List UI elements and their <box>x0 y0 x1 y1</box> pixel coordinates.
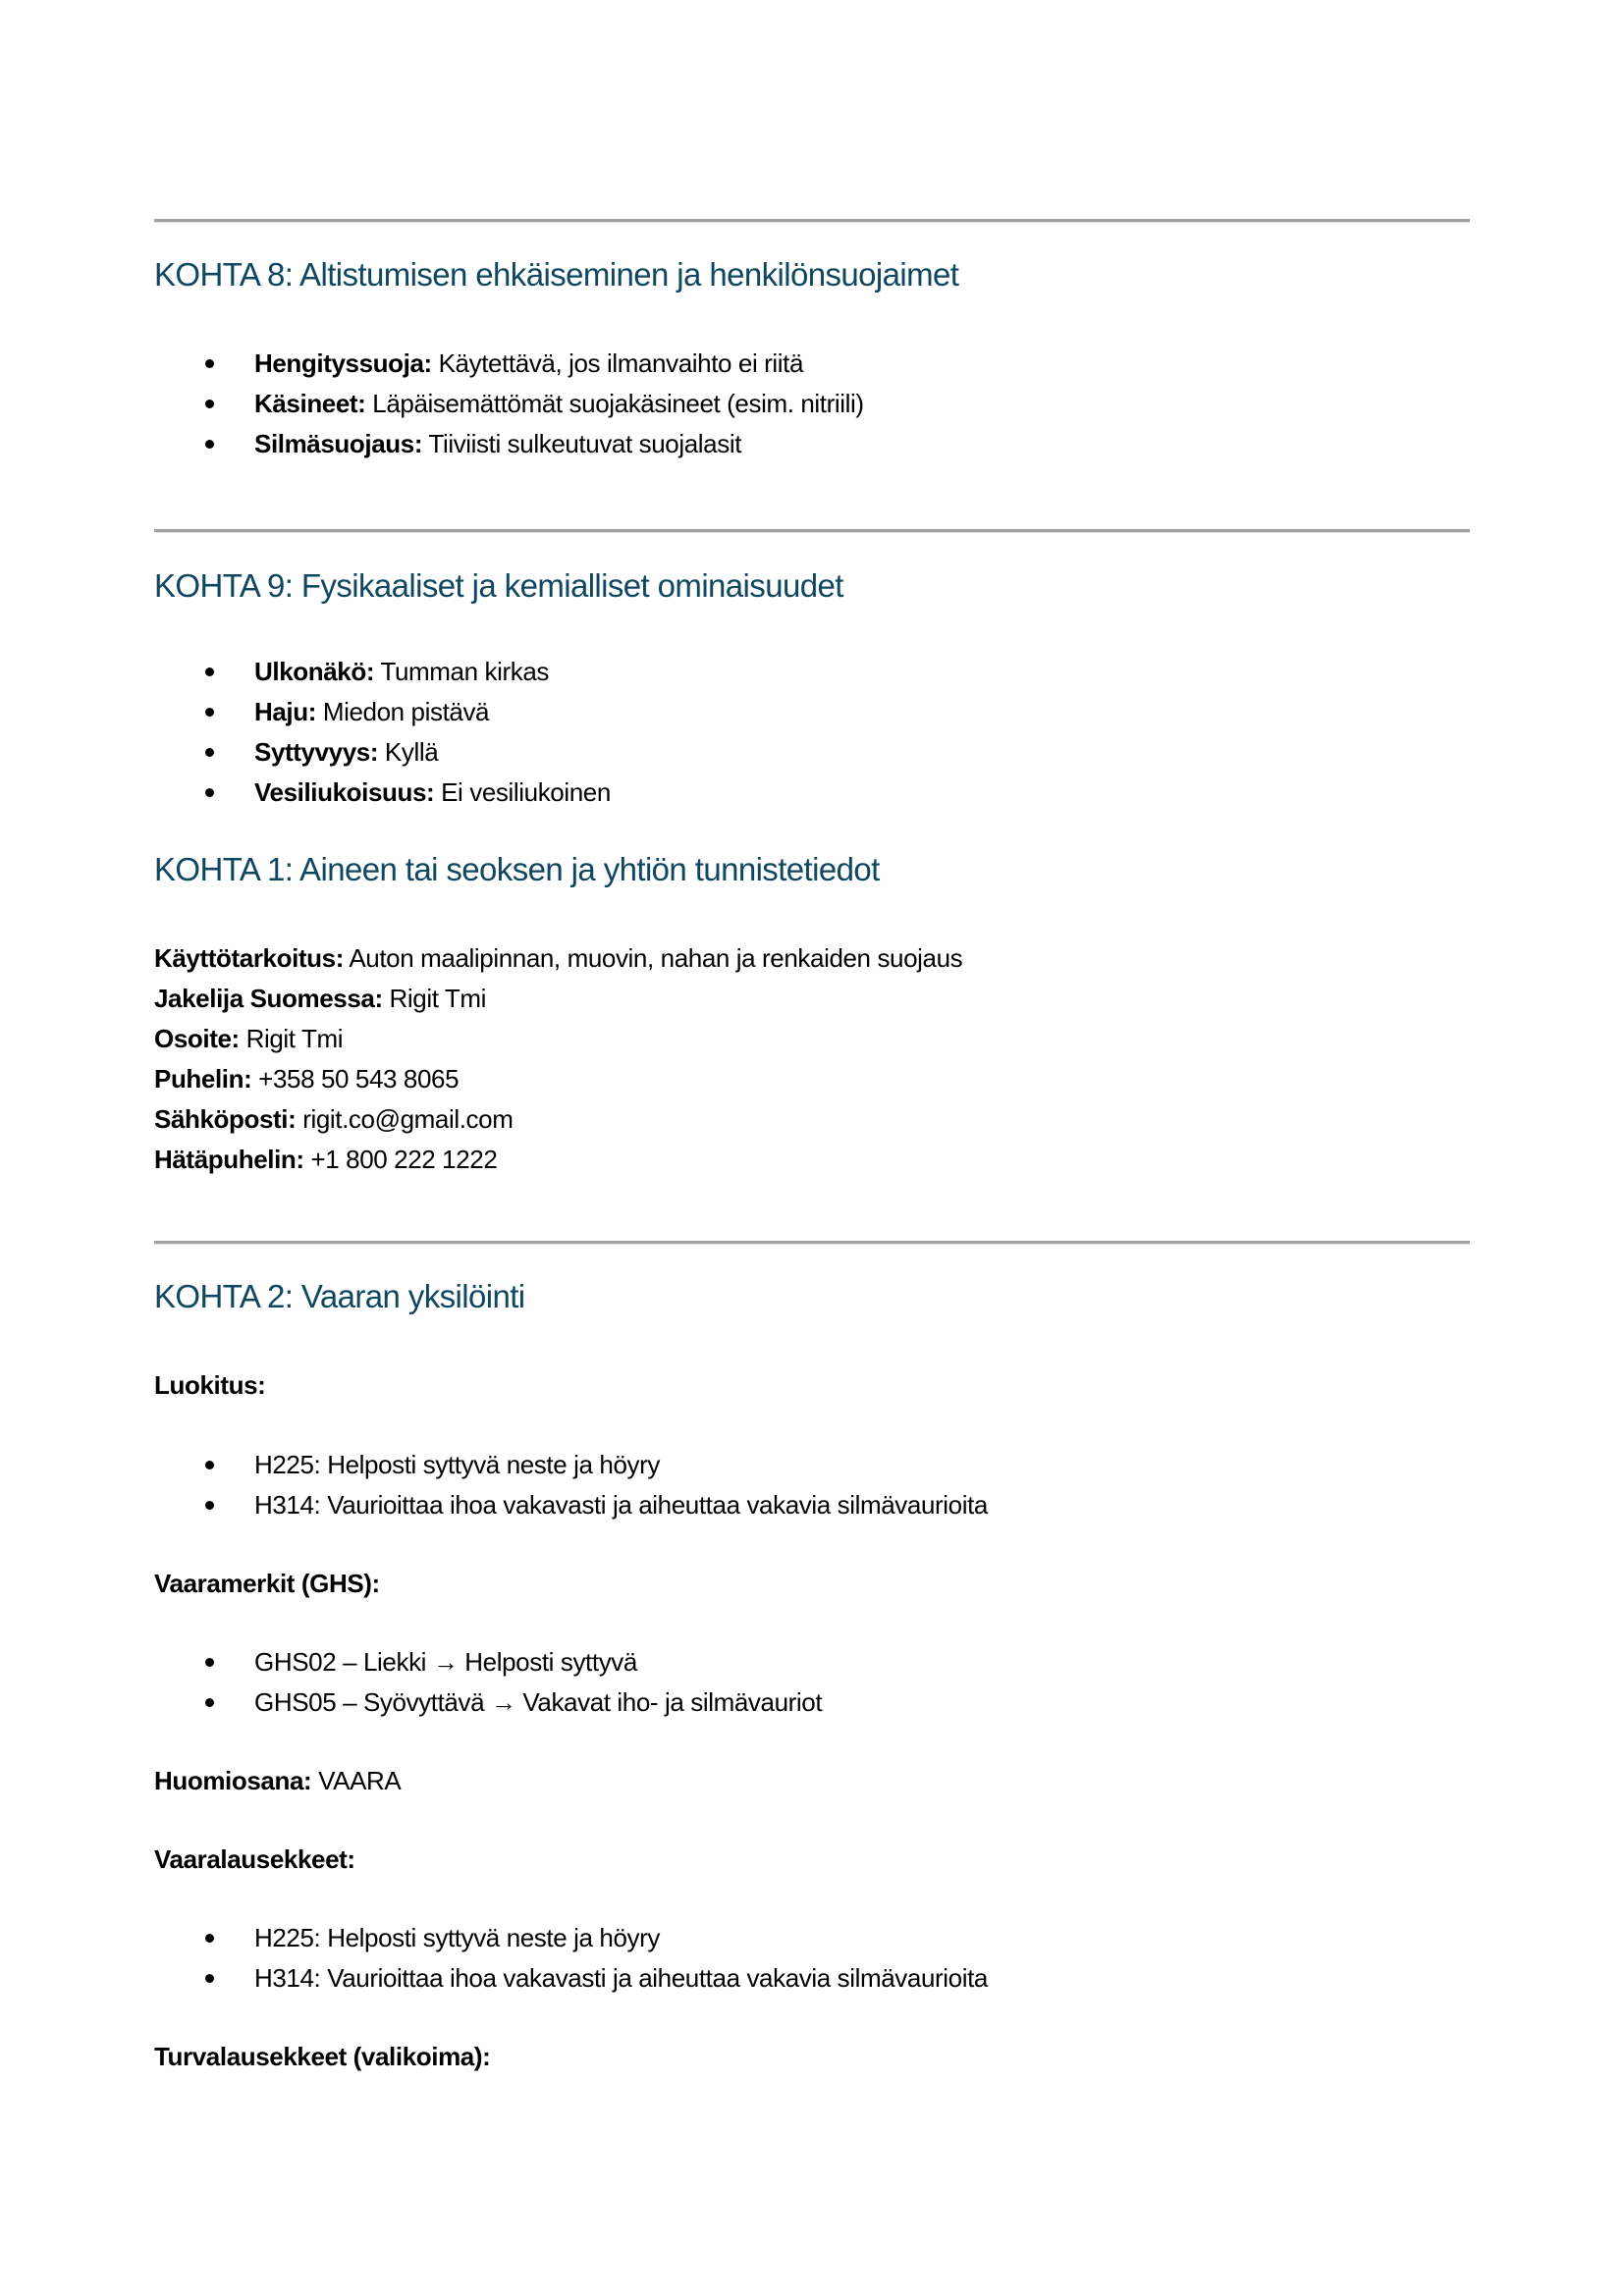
bullet-icon <box>205 440 214 449</box>
field-email <box>154 1099 962 1140</box>
section-9-list <box>0 652 611 813</box>
item-text: H314: Vaurioittaa ihoa vakavasti ja aiheuttaa vakavia silmävaurioita <box>254 1963 988 1993</box>
list-item <box>0 732 611 773</box>
bullet-icon <box>205 1934 214 1943</box>
label-text: Huomiosana: <box>154 1766 312 1795</box>
signal-word-value: VAARA <box>311 1766 402 1795</box>
item-value: Läpäisemättömät suojakäsineet (esim. nitriili) <box>365 389 864 418</box>
label-text: Turvalausekkeet (valikoima): <box>154 2042 491 2071</box>
item-text: GHS05 – Syövyttävä → Vakavat iho- ja silmävauriot <box>254 1687 823 1717</box>
bullet-icon <box>205 1974 214 1983</box>
item-label: Vesiliukoisuus: <box>254 777 435 807</box>
bullet-icon <box>205 1658 214 1667</box>
bullet-icon <box>205 667 214 676</box>
section-2-heading: KOHTA 2: Vaaran yksilöinti <box>154 1278 525 1314</box>
list-item <box>0 1958 988 1999</box>
field-value: Rigit Tmi <box>382 984 487 1013</box>
list-item <box>0 1682 822 1723</box>
field-value: Rigit Tmi <box>239 1024 344 1053</box>
field-label: Sähköposti: <box>154 1104 297 1134</box>
label-text: Vaaralausekkeet: <box>154 1844 355 1874</box>
item-label: Syttyvyys: <box>254 737 379 767</box>
list-item <box>0 1485 988 1525</box>
field-label: Puhelin: <box>154 1064 252 1094</box>
field-address <box>154 1019 962 1059</box>
label-text: Vaaramerkit (GHS): <box>154 1569 380 1598</box>
item-label: Haju: <box>254 697 317 726</box>
bullet-icon <box>205 708 214 717</box>
item-label: Käsineet: <box>254 389 366 418</box>
bullet-icon <box>205 748 214 757</box>
item-label: Hengityssuoja: <box>254 348 432 378</box>
pictograms-list <box>0 1642 822 1723</box>
label-text: Luokitus: <box>154 1370 266 1400</box>
hazard-statements-list <box>0 1918 988 1999</box>
section-9-heading: KOHTA 9: Fysikaaliset ja kemialliset ominaisuudet <box>154 567 843 604</box>
list-item <box>0 1642 822 1682</box>
bullet-icon <box>205 359 214 368</box>
bullet-icon <box>205 1461 214 1469</box>
field-usage <box>154 938 962 979</box>
list-item <box>0 384 864 424</box>
item-text: H314: Vaurioittaa ihoa vakavasti ja aiheuttaa vakavia silmävaurioita <box>254 1490 988 1520</box>
section-1-heading: KOHTA 1: Aineen tai seoksen ja yhtiön tunnistetiedot <box>154 851 880 887</box>
field-label: Käyttötarkoitus: <box>154 943 344 973</box>
item-value: Tumman kirkas <box>374 657 549 686</box>
field-label: Hätäpuhelin: <box>154 1145 304 1174</box>
list-item <box>0 652 611 692</box>
field-label: Jakelija Suomessa: <box>154 984 383 1013</box>
bullet-icon <box>205 1501 214 1510</box>
item-text: GHS02 – Liekki → Helposti syttyvä <box>254 1647 637 1677</box>
item-text: H225: Helposti syttyvä neste ja höyry <box>254 1450 660 1479</box>
bullet-icon <box>205 788 214 797</box>
pictograms-label <box>154 1564 380 1604</box>
list-item <box>0 424 864 464</box>
section-1-fields <box>154 938 962 1180</box>
field-distributor <box>154 979 962 1019</box>
precautionary-label <box>154 2037 490 2077</box>
list-item <box>0 773 611 813</box>
field-value: rigit.co@gmail.com <box>296 1104 514 1134</box>
field-phone <box>154 1059 962 1099</box>
field-value: +1 800 222 1222 <box>303 1145 498 1174</box>
field-emergency-phone <box>154 1140 962 1180</box>
item-value: Ei vesiliukoinen <box>434 777 611 807</box>
section-divider <box>154 1241 1470 1245</box>
bullet-icon <box>205 1698 214 1707</box>
item-value: Käytettävä, jos ilmanvaihto ei riitä <box>431 348 804 378</box>
field-value: Auton maalipinnan, muovin, nahan ja renkaiden suojaus <box>343 943 963 973</box>
section-8-list <box>0 344 864 464</box>
item-text: H225: Helposti syttyvä neste ja höyry <box>254 1923 660 1952</box>
field-value: +358 50 543 8065 <box>251 1064 460 1094</box>
list-item <box>0 1918 988 1958</box>
item-value: Kyllä <box>378 737 439 767</box>
field-label: Osoite: <box>154 1024 240 1053</box>
item-label: Silmäsuojaus: <box>254 429 423 458</box>
classification-label <box>154 1365 265 1406</box>
signal-word <box>154 1761 401 1801</box>
section-8-heading: KOHTA 8: Altistumisen ehkäiseminen ja henkilönsuojaimet <box>154 256 959 293</box>
item-value: Miedon pistävä <box>316 697 490 726</box>
hazard-statements-label <box>154 1840 355 1880</box>
item-label: Ulkonäkö: <box>254 657 375 686</box>
list-item <box>0 692 611 732</box>
item-value: Tiiviisti sulkeutuvat suojalasit <box>422 429 742 458</box>
section-divider <box>154 219 1470 223</box>
bullet-icon <box>205 400 214 408</box>
list-item <box>0 344 864 384</box>
list-item <box>0 1445 988 1485</box>
classification-list <box>0 1445 988 1525</box>
section-divider <box>154 529 1470 533</box>
